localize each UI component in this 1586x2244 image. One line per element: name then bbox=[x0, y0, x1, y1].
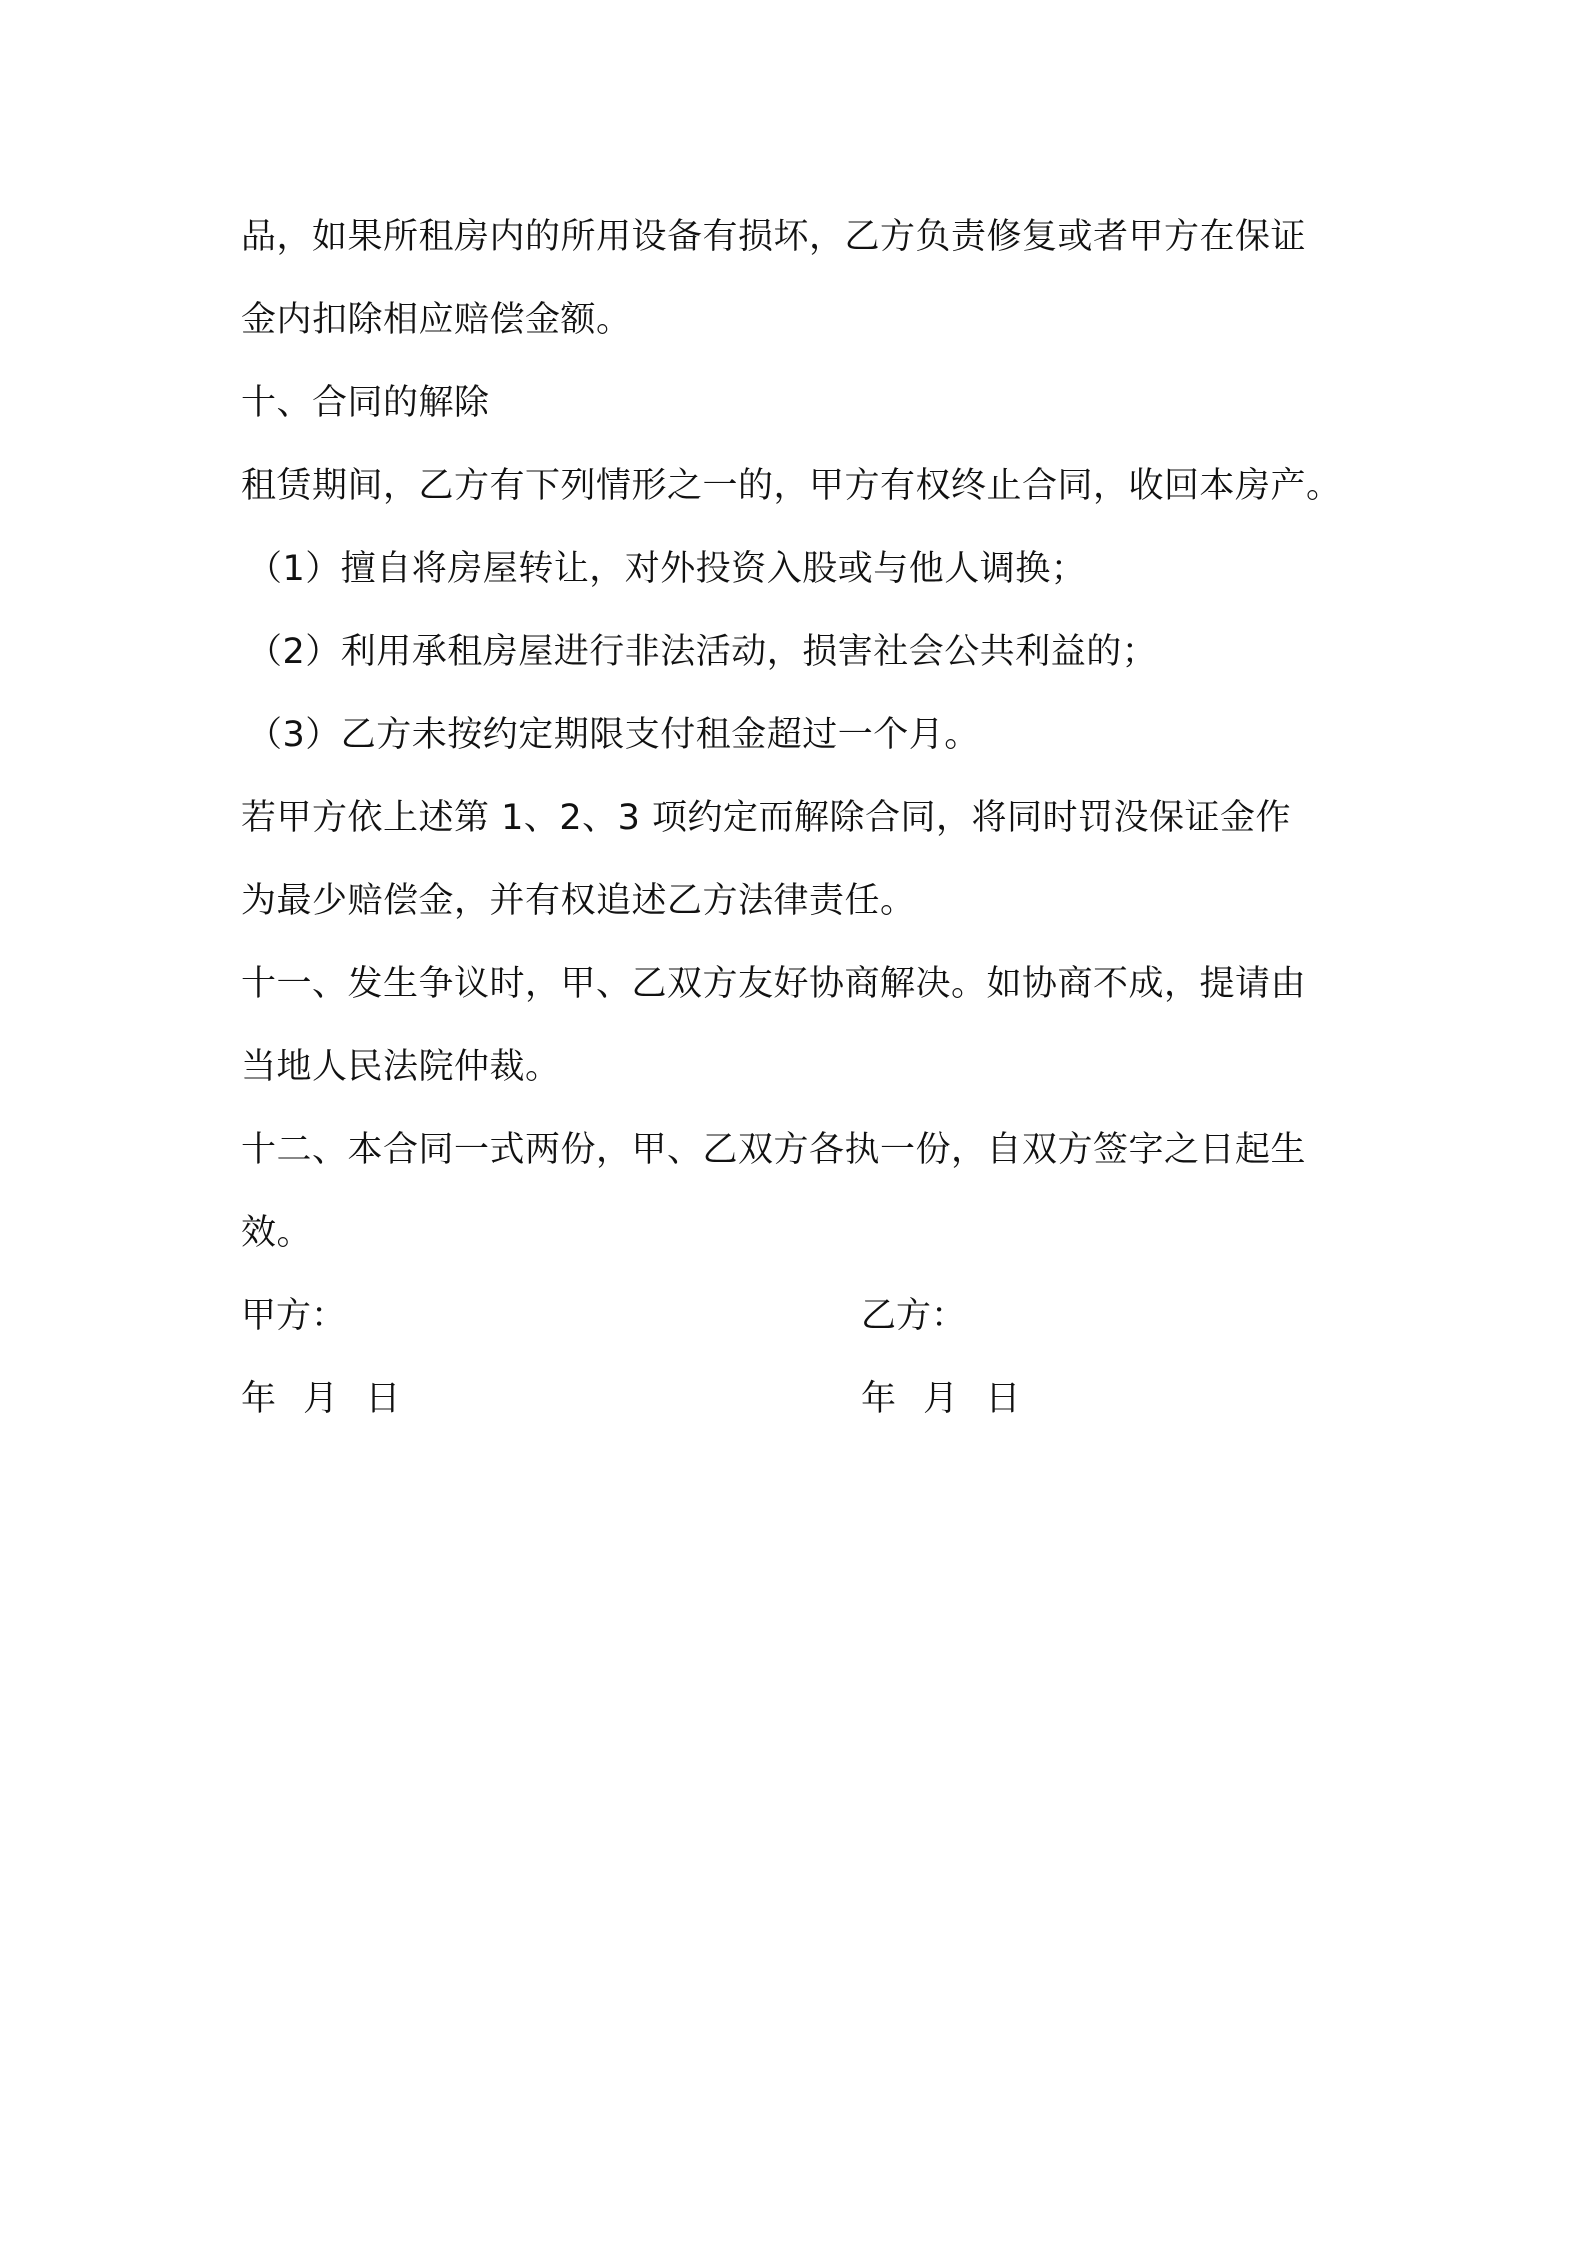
party-b-date bbox=[861, 1358, 1036, 1441]
date-month: 月 bbox=[923, 1379, 959, 1419]
paragraph-line: 为最少赔偿金，并有权追述乙方法律责任。 bbox=[241, 881, 916, 921]
party-b-label: 乙方： bbox=[861, 1296, 967, 1336]
list-item: （1）擅自将房屋转让，对外投资入股或与他人调换； bbox=[247, 549, 1087, 589]
party-a-label: 甲方： bbox=[241, 1296, 347, 1336]
section-heading: 十、合同的解除 bbox=[241, 383, 490, 423]
date-year: 年 bbox=[861, 1379, 897, 1419]
paragraph-line: 效。 bbox=[241, 1213, 313, 1253]
date-day: 日 bbox=[365, 1379, 401, 1419]
party-a-date bbox=[241, 1358, 416, 1441]
paragraph-line: 十一、发生争议时，甲、乙双方友好协商解决。如协商不成，提请由 bbox=[241, 964, 1307, 1004]
paragraph-line: 若甲方依上述第 1、2、3 项约定而解除合同，将同时罚没保证金作 bbox=[241, 798, 1292, 838]
paragraph-line: 十二、本合同一式两份，甲、乙双方各执一份，自双方签字之日起生 bbox=[241, 1130, 1307, 1170]
date-day: 日 bbox=[985, 1379, 1021, 1419]
signature-row bbox=[241, 1275, 1356, 1358]
list-item: （2）利用承租房屋进行非法活动，损害社会公共利益的； bbox=[247, 632, 1158, 672]
paragraph-line: 租赁期间，乙方有下列情形之一的，甲方有权终止合同，收回本房产。 bbox=[241, 466, 1342, 506]
paragraph-line: 金内扣除相应赔偿金额。 bbox=[241, 300, 632, 340]
date-row bbox=[241, 1358, 1356, 1441]
date-month: 月 bbox=[303, 1379, 339, 1419]
list-item: （3）乙方未按约定期限支付租金超过一个月。 bbox=[247, 715, 980, 755]
paragraph-line: 当地人民法院仲裁。 bbox=[241, 1047, 561, 1087]
document-body bbox=[241, 196, 1356, 1441]
date-year: 年 bbox=[241, 1379, 277, 1419]
paragraph-line: 品，如果所租房内的所用设备有损坏，乙方负责修复或者甲方在保证 bbox=[241, 217, 1307, 257]
